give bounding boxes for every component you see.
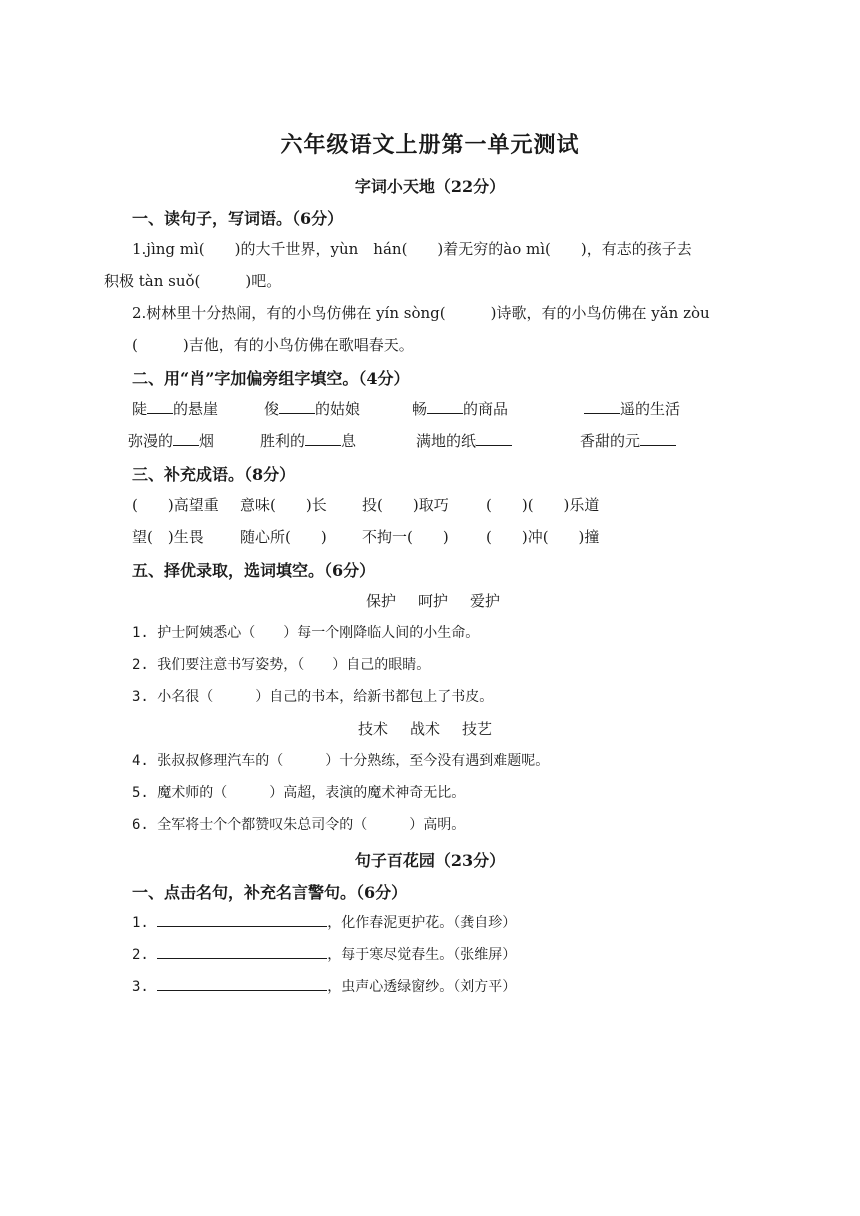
idiom-item: ( )( )乐道	[486, 496, 600, 514]
quote-item-3	[132, 976, 516, 996]
q2-item: 陡 的悬崖	[132, 400, 219, 418]
q1-sentence-1b: 积极 tàn suǒ( )吧。	[104, 272, 282, 290]
question-heading-2: 二、用“肖”字加偏旁组字填空。（4分）	[132, 369, 410, 388]
idiom-item: ( )高望重	[132, 496, 219, 514]
fill-blank[interactable]	[157, 912, 327, 927]
fill-blank[interactable]	[157, 976, 327, 991]
question-heading-1: 一、读句子，写词语。（6分）	[132, 209, 344, 228]
question-heading-5: 五、择优录取，选词填空。（6分）	[132, 561, 376, 580]
quote-text: ，每于寒尽觉春生。（张维屏）	[327, 947, 517, 963]
fill-blank[interactable]	[476, 431, 512, 446]
q5-item-1: 1. 护士阿姨悉心（ ）每一个刚降临人间的小生命。	[132, 625, 480, 641]
q2-item: 遥的生活	[584, 398, 680, 419]
quote-text: ，虫声心透绿窗纱。（刘方平）	[327, 979, 517, 995]
idiom-item: 投( )取巧	[362, 496, 449, 514]
word-choices-2	[358, 718, 514, 739]
q5-item-4: 4. 张叔叔修理汽车的（ ）十分熟练，至今没有遇到难题呢。	[132, 753, 550, 769]
section-title-words: 字词小天地（22分）	[354, 177, 506, 196]
q1-sentence-2b: ( )吉他，有的小鸟仿佛在歌唱春天。	[132, 336, 414, 354]
choice-word: 技艺	[462, 720, 493, 738]
section-title-sentences: 句子百花园（23分）	[354, 851, 506, 870]
choice-word: 技术	[358, 720, 389, 738]
choice-word: 呵护	[418, 592, 449, 610]
q2-item: 弥漫的 烟	[128, 432, 215, 450]
q5-item-6: 6. 全军将士个个都赞叹朱总司令的（ ）高明。	[132, 817, 466, 833]
fill-blank[interactable]	[173, 431, 199, 446]
fill-blank[interactable]	[157, 944, 327, 959]
q1-sentence-2a: 2.树林里十分热闹，有的小鸟仿佛在 yín sòng( )诗歌，有的小鸟仿佛在 yǎn zòu	[132, 304, 710, 322]
q2-item: 香甜的元	[580, 430, 676, 451]
item-number: 3.	[132, 979, 149, 995]
idiom-item: ( )冲( )撞	[486, 528, 600, 546]
choice-word: 战术	[410, 720, 441, 738]
idiom-item: 不拘一( )	[362, 528, 449, 546]
q5-item-3: 3. 小名很（ ）自己的书本，给新书都包上了书皮。	[132, 689, 494, 705]
word-choices-1	[366, 590, 522, 611]
idiom-item: 意味( )长	[240, 496, 327, 514]
fill-blank[interactable]	[279, 399, 315, 414]
fill-blank[interactable]	[427, 399, 463, 414]
question-heading-3: 三、补充成语。（8分）	[132, 465, 296, 484]
q1-sentence-1a: 1.jìng mì( )的大千世界，yùn hán( )着无穷的ào mì( )，有志的孩子去	[132, 240, 692, 258]
page-title: 六年级语文上册第一单元测试	[280, 132, 580, 158]
question-heading-p2-1: 一、点击名句，补充名言警句。（6分）	[132, 883, 408, 902]
q2-item: 畅 的商品	[412, 400, 509, 418]
quote-text: ，化作春泥更护花。（龚自珍）	[327, 915, 517, 931]
q5-item-2: 2. 我们要注意书写姿势，（ ）自己的眼睛。	[132, 657, 431, 673]
item-number: 2.	[132, 947, 149, 963]
fill-blank[interactable]	[584, 399, 620, 414]
q5-item-5: 5. 魔术师的（ ）高超，表演的魔术神奇无比。	[132, 785, 466, 801]
fill-blank[interactable]	[640, 431, 676, 446]
item-number: 1.	[132, 915, 149, 931]
fill-blank[interactable]	[147, 399, 173, 414]
q2-item: 胜利的 息	[260, 432, 357, 450]
idiom-item: 望( )生畏	[132, 528, 204, 546]
quote-item-2	[132, 944, 516, 964]
choice-word: 保护	[366, 592, 397, 610]
fill-blank[interactable]	[305, 431, 341, 446]
choice-word: 爱护	[470, 592, 501, 610]
q2-item: 俊 的姑娘	[264, 400, 361, 418]
idiom-item: 随心所( )	[240, 528, 327, 546]
q2-item: 满地的纸	[416, 430, 512, 451]
quote-item-1	[132, 912, 516, 932]
